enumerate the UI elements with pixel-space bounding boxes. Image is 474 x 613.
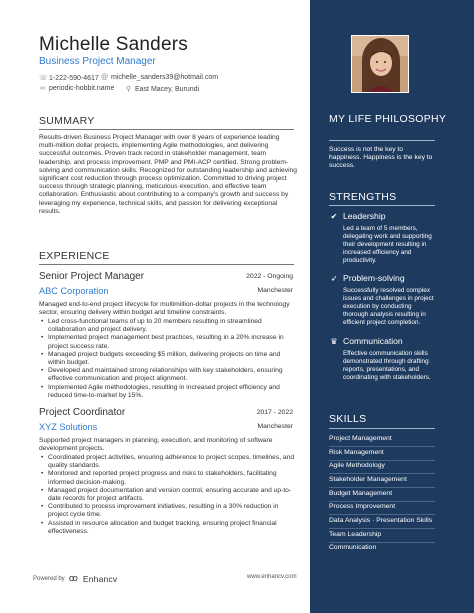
- skill-divider: [329, 473, 435, 474]
- phone-text: 1-222-590-4617: [49, 74, 99, 82]
- skill-item: Communication: [329, 544, 377, 551]
- footer-powered-by[interactable]: [33, 573, 117, 584]
- candidate-name: Michelle Sanders: [39, 34, 188, 55]
- job-company[interactable]: ABC Corporation: [39, 286, 109, 296]
- philosophy-heading: MY LIFE PHILOSOPHY: [329, 113, 447, 125]
- skill-divider: [329, 487, 435, 488]
- strength-description: Effective communication skills demonstrated through drafting reports, presentations, and coordinating with stakeholders.: [343, 350, 431, 381]
- skills-heading: SKILLS: [329, 413, 367, 425]
- strength-leadership: [329, 211, 386, 221]
- strength-communication: [329, 336, 403, 346]
- skill-divider: [329, 460, 435, 461]
- skill-item: Data Analysis · Presentation Skills: [329, 517, 433, 524]
- experience-divider: [39, 264, 294, 265]
- skill-divider: [329, 501, 435, 502]
- avatar: [352, 36, 409, 93]
- summary-divider: [39, 129, 294, 130]
- contact-website[interactable]: [39, 85, 114, 92]
- at-icon: @: [101, 74, 109, 81]
- job-bullet: • Led cross-functional teams of up to 20 members resulting in streamlined collaboration and project delivery.: [39, 318, 297, 334]
- candidate-title: Business Project Manager: [39, 56, 156, 67]
- strength-description: Successfully resolved complex issues and challenges in project execution by conducting thorough analysis resulting in efficient project completion.: [343, 287, 434, 326]
- brand-name: Enhancv: [82, 573, 118, 584]
- job-bullet: • Managed project budgets exceeding $5 million, delivering projects on time and within budget.: [39, 351, 297, 367]
- skill-item: Team Leadership: [329, 531, 382, 538]
- job-bullet-list: [39, 454, 297, 536]
- job-bullet-list: [39, 318, 297, 400]
- strengths-divider: [329, 205, 435, 206]
- skill-item: Process Improvement: [329, 503, 396, 510]
- strength-problem-solving: [329, 273, 405, 283]
- contact-phone[interactable]: [39, 74, 99, 82]
- contact-location: [125, 85, 199, 93]
- strength-title: Problem-solving: [343, 273, 405, 283]
- skill-divider: [329, 514, 435, 515]
- summary-heading: SUMMARY: [39, 115, 95, 127]
- job-role: Project Coordinator: [39, 407, 126, 418]
- skill-item: Agile Methodology: [329, 462, 385, 469]
- website-text: periodic-hobbit.name: [49, 85, 115, 92]
- location-text: East Macey, Burundi: [135, 85, 200, 93]
- contact-email[interactable]: [101, 74, 218, 81]
- experience-heading: EXPERIENCE: [39, 250, 110, 262]
- job-description: Managed end-to-end project lifecycle for multimillion-dollar projects in the technology sector, ensuring delivery within budget and timeline constraints.: [39, 301, 290, 317]
- skill-item: Stakeholder Management: [329, 476, 407, 483]
- check-icon: ✔: [330, 211, 338, 221]
- strength-description: Led a team of 5 members, delegating work and supporting their development resulting in increased efficiency and productivity.: [343, 225, 432, 264]
- job-bullet: • Implemented Agile methodologies, resulting in increased project efficiency and reduced time-to-market by 15%.: [39, 384, 297, 400]
- job-bullet: • Assisted in resource allocation and budget tracking, ensuring project financial effectiveness.: [39, 520, 297, 536]
- philosophy-divider: [329, 140, 435, 141]
- trophy-icon: ♛: [330, 336, 338, 346]
- job-dates: 2017 - 2022: [256, 409, 293, 416]
- job-bullet: • Monitored and reported project progress and risks to stakeholders, facilitating informed decision-making.: [39, 470, 297, 486]
- skill-divider: [329, 446, 435, 447]
- job-dates: 2022 - Ongoing: [246, 273, 293, 280]
- skill-item: Risk Management: [329, 449, 384, 456]
- phone-icon: ☏: [39, 75, 48, 82]
- footer-url[interactable]: www.enhancv.com: [247, 574, 297, 580]
- skill-divider: [329, 528, 435, 529]
- job-description: Supported project managers in planning, execution, and monitoring of software development projects.: [39, 437, 273, 453]
- job-bullet: • Managed project documentation and version control, ensuring accurate and up-to-date records for project artifacts.: [39, 487, 297, 503]
- job-location: Manchester: [257, 423, 293, 430]
- job-company[interactable]: XYZ Solutions: [39, 422, 98, 432]
- link-icon: ∞: [40, 85, 45, 92]
- job-bullet: • Implemented project management best practices, resulting in a 20% increase in project success rate.: [39, 334, 297, 350]
- summary-text: Results-driven Business Project Manager with over 8 years of experience leading multi-million dollar projects, implementing Agile methodologies, and delivering successful outcomes. Proven track record in stakeholder management, team leadership, and process improvement. PMP and PMI-ACP certified. Strong problem-solving and communication skills. Recognized for outstanding leadership and achieving significant cost reduction through process optimization. Committed to driving project success through strategic planning, meticulous execution, and effective team collaboration. Enthusiastic about contributing to a company's growth and success by leveraging my experience, technical skills, and passion for delivering exceptional results.: [39, 134, 297, 215]
- job-bullet: • Coordinated project activities, ensuring adherence to project scopes, timelines, and quality standards.: [39, 454, 297, 470]
- strengths-heading: STRENGTHS: [329, 191, 397, 203]
- job-location: Manchester: [257, 287, 293, 294]
- rocket-icon: ➶: [330, 273, 338, 283]
- skill-item: Project Management: [329, 435, 392, 442]
- profile-photo: [351, 35, 409, 93]
- philosophy-text: Success is not the key to happiness. Happiness is the key to success.: [329, 146, 433, 170]
- location-pin-icon: ⚲: [125, 86, 132, 93]
- job-bullet: • Developed and maintained strong relationships with key stakeholders, ensuring effective communication and project alignment.: [39, 367, 297, 383]
- skill-item: Budget Management: [329, 490, 393, 497]
- strength-title: Leadership: [343, 211, 386, 221]
- skills-divider: [329, 428, 435, 429]
- skill-divider: [329, 542, 435, 543]
- job-bullet: • Contributed to process improvement initiatives, resulting in a 30% reduction in project cycle time.: [39, 503, 297, 519]
- strength-title: Communication: [343, 336, 403, 346]
- email-text: michelle_sanders39@hotmail.com: [111, 74, 219, 81]
- enhancv-logo-icon: ꝏ: [68, 573, 78, 583]
- job-role: Senior Project Manager: [39, 271, 145, 282]
- powered-by-text: Powered by: [33, 575, 65, 582]
